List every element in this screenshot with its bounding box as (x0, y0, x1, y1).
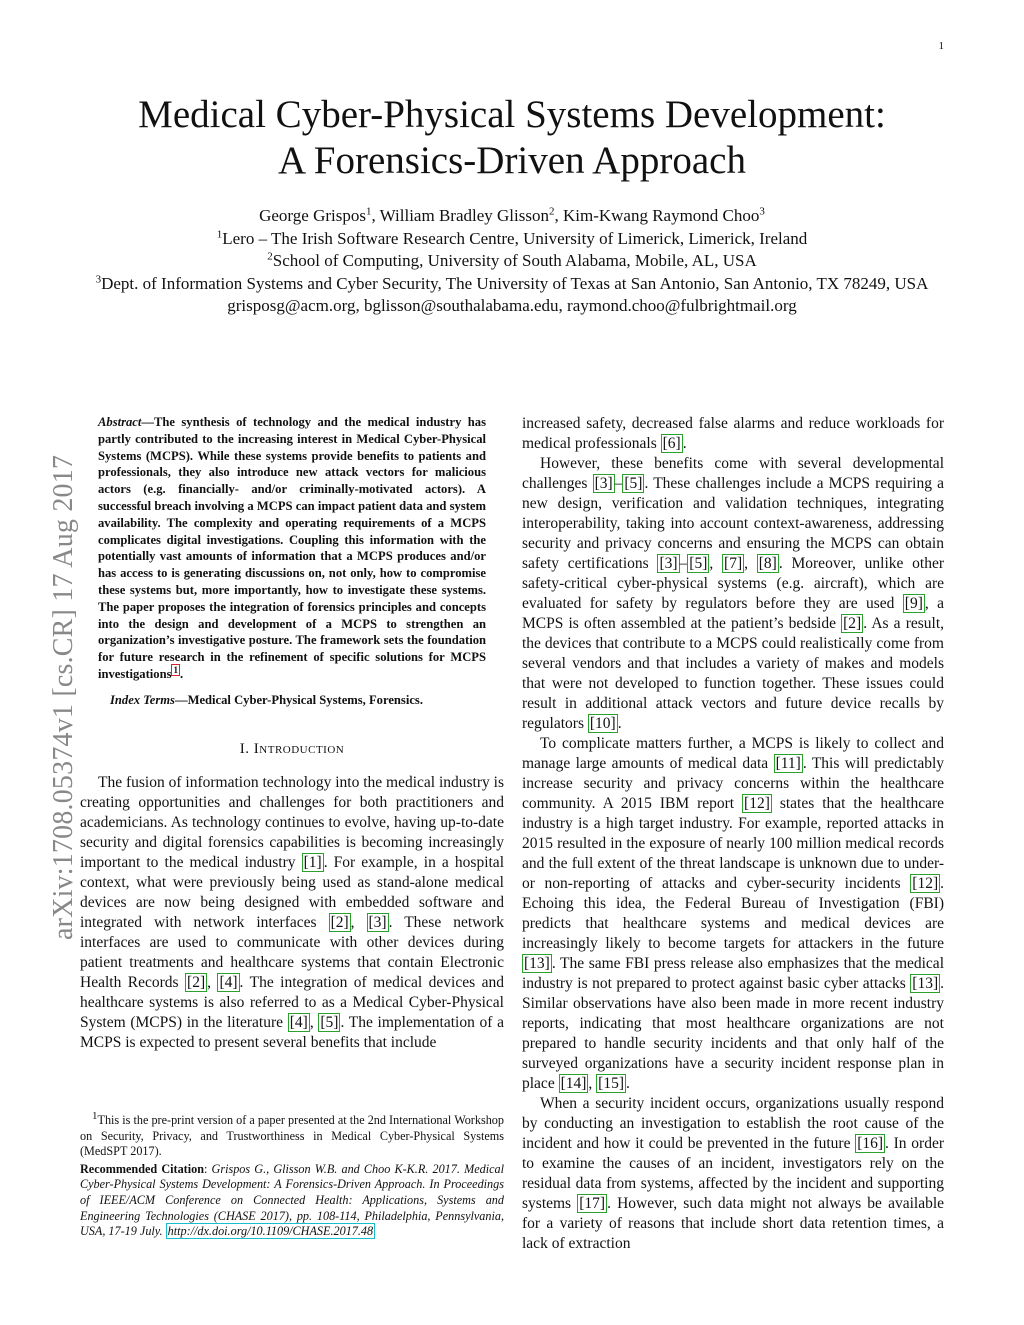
author-name: William Bradley Glisson (379, 206, 549, 225)
text-run: . (682, 435, 687, 452)
citation-link[interactable]: [2] (843, 615, 862, 632)
text-run: . For example, in a hospital context, what were previously being used as stand-alone medical devices are now being designed with embedded software and integrated with network interfaces (80, 853, 504, 931)
intro-paragraph (80, 773, 504, 1053)
footnote-1 (80, 1109, 504, 1160)
citation-link[interactable]: [13] (912, 975, 939, 992)
title-line-1: Medical Cyber-Physical Systems Development: (138, 93, 886, 136)
citation-link[interactable]: [9] (904, 595, 923, 612)
author-name: George Grispos (259, 206, 366, 225)
paragraph-3 (522, 734, 944, 1094)
citation-link[interactable]: [2] (187, 973, 206, 991)
text-run: , (744, 555, 757, 572)
abstract-label: Abstract (98, 415, 142, 429)
affiliation-text: Lero – The Irish Software Research Centre, University of Limerick, Limerick, Ireland (222, 228, 808, 248)
right-column (522, 414, 944, 1254)
left-column (80, 414, 504, 1053)
arxiv-identifier-text: arXiv:1708.05374v1 [cs.CR] 17 Aug 2017 (48, 454, 79, 940)
recommended-citation (80, 1162, 504, 1240)
paragraph-4 (522, 1094, 944, 1254)
text-run: . As a result, the devices that contribute to a MCPS could realistically come from several vendors and that includes a variety of makes and models that were not developed to function together. These issues could result in additional attack vectors and future device recalls by regulators (522, 615, 944, 732)
citation-link[interactable]: [3] (594, 475, 613, 492)
title-line-2: A Forensics-Driven Approach (278, 139, 746, 182)
page-number: 1 (938, 40, 944, 52)
text-run: However, these benefits come with several developmental challenges (522, 455, 944, 492)
text-run: – (614, 475, 623, 492)
affiliation-1 (80, 228, 944, 251)
text-run: . In order to examine the causes of an incident, investigators rely on the residual data from systems, affected by the incident and supporting systems (522, 1135, 944, 1212)
citation-link[interactable]: [1] (303, 853, 322, 871)
text-run: . These challenges include a MCPS requiring a new design, verification and validation techniques, integrating interoperability, taking into account context-awareness, addressing security and privacy concerns and ensuring the MCPS can obtain safety certifications (522, 475, 945, 572)
text-run: states that the healthcare industry is a high target industry. For example, reported attacks in 2015 resulted in the exposure of nearly 100 million medical records and the full extent of the threat landscape is unknown due to under- or non-reporting of attacks and cyber-security incidents (522, 795, 944, 892)
abstract-end: . (179, 666, 184, 681)
citation-link[interactable]: [2] (330, 913, 349, 931)
citation-link[interactable]: [4] (219, 973, 238, 991)
abstract-text: —The synthesis of technology and the medical industry has partly contributed to the increasing interest in Medical Cyber-Physical Systems (MCPS). While these systems provide benefits to patients and professionals, they also introduce new attack vectors for malicious actors (e.g. financially- and/or criminally-motivated actors). A successful breach involving a MCPS can impact patient data and system availability. The complexity and operating requirements of a MCPS complicates digital investigations. Coupling this information with the potentially vast amounts of information that a MCPS produces and/or has access to is generating discussions on, not only, how to compromise these systems but, more importantly, how to investigate these systems. The paper proposes the integration of forensics principles and concepts into the design and development of a MCPS to strengthen an organization’s investigative posture. The framework sets the foundation for future research in the refinement of specific solutions for MCPS investigations (98, 415, 486, 681)
citation-link[interactable]: [5] (689, 555, 708, 572)
authors-block (80, 205, 944, 318)
author-separator: , (371, 206, 380, 225)
citation-link[interactable]: [3] (659, 555, 678, 572)
footnotes (80, 1109, 504, 1240)
affiliation-sup: 2 (267, 250, 273, 263)
author-separator: , (554, 206, 563, 225)
citation-link[interactable]: [13] (524, 955, 550, 972)
abstract (98, 414, 486, 683)
author-emails: grisposg@acm.org, bglisson@southalabama.edu, raymond.choo@fulbrightmail.org (227, 296, 797, 315)
text-run: . The same FBI press release also emphasizes that the medical industry is not prepared to protect against basic cyber attacks (522, 955, 944, 992)
index-terms-text: —Medical Cyber-Physical Systems, Forensics. (174, 692, 423, 707)
text-run: . Echoing this idea, the Federal Bureau of Investigation (FBI) predicts that healthcare systems and medical devices are increasingly likely to become targets for attackers in the future (522, 875, 944, 952)
citation-link[interactable]: [16] (857, 1135, 884, 1152)
affiliation-sup: 3 (95, 272, 102, 285)
citation-link[interactable]: [5] (624, 475, 643, 492)
section-number: I. (239, 740, 254, 757)
recommended-citation-text: Grispos G., Glisson W.B. and Choo K-K.R. 2017. Medical Cyber-Physical Systems Development: A Forensics-Driven Approach. In Proceedings of IEEE/ACM Conference on Connected Health: Applications, Systems and Engineering Technologies (CHASE 2017), pp. 108-114, Philadelphia, Pennsylvania, USA, 17-19 July. (80, 1161, 504, 1239)
affiliation-sup: 1 (216, 227, 223, 240)
citation-link[interactable]: [3] (368, 913, 387, 931)
arxiv-identifier (18, 350, 78, 950)
affiliation-3 (80, 273, 944, 296)
citation-link[interactable]: [12] (912, 875, 939, 892)
section-title: Introduction (253, 740, 345, 757)
citation-link[interactable]: [12] (744, 795, 770, 812)
footnote-link[interactable]: 1 (173, 664, 178, 675)
affiliation-text: School of Computing, University of South Alabama, Mobile, AL, USA (272, 251, 757, 270)
citation-link[interactable]: [10] (589, 715, 616, 732)
citation-link[interactable]: [5] (320, 1013, 339, 1031)
paragraph-2 (522, 454, 944, 734)
recommended-citation-label: Recommended Citation (80, 1161, 204, 1176)
paper-title (80, 92, 944, 184)
footnote-sup: 1 (92, 1109, 98, 1122)
text-run: . The integration of medical devices and healthcare systems is also referred to as a Medical Cyber-Physical System (MCPS) in the literature (80, 973, 505, 1031)
index-terms-label: Index Terms (110, 692, 175, 707)
citation-link[interactable]: [8] (758, 555, 777, 572)
citation-link[interactable]: [14] (560, 1075, 587, 1092)
index-terms (98, 692, 486, 709)
citation-link[interactable]: [11] (775, 755, 801, 772)
text-run: . The implementation of a MCPS is expected to present several benefits that include (80, 1013, 505, 1051)
text-run: . Similar observations have also been made in more recent industry reports, indicating that most healthcare organizations are not prepared to handle security incidents and that only half of the surveyed organizations have a security incident response plan in place (522, 975, 944, 1092)
author-name: Kim-Kwang Raymond Choo (562, 206, 760, 225)
citation-link[interactable]: [17] (579, 1195, 606, 1212)
text-run: , a MCPS is often assembled at the patient’s bedside (522, 595, 944, 632)
text-run: The fusion of information technology into the medical industry is creating opportunities and challenges for both practitioners and academicians. As technology continues to evolve, having up-to-date security and digital forensics capabilities is becoming increasingly important to the medical industry (80, 773, 504, 871)
citation-link[interactable]: [15] (598, 1075, 624, 1092)
text-run: , (350, 913, 367, 931)
section-heading-introduction (80, 739, 504, 759)
author-sup: 2 (548, 205, 555, 218)
text-run: To complicate matters further, a MCPS is likely to collect and manage large amounts of medical data (522, 735, 944, 772)
text-run: When a security incident occurs, organizations usually respond by conducting an investigation to establish the root cause of the incident and how it could be prevented in the future (522, 1095, 944, 1152)
text-run: . However, such data might not always be available for a variety of reasons that include short data retention times, a lack of extraction (522, 1195, 945, 1252)
citation-link[interactable]: [6] (662, 435, 681, 452)
text-run: . (625, 1075, 630, 1092)
citation-link[interactable]: [7] (724, 555, 743, 572)
footnote-text: This is the pre-print version of a paper presented at the 2nd International Workshop on Security, Privacy, and Trustworthiness in Medical Cyber-Physical Systems (MedSPT 2017). (80, 1113, 504, 1159)
text-run: . (617, 715, 622, 732)
author-sup: 3 (759, 205, 765, 218)
text-run: , (588, 1075, 597, 1092)
text-run: . This will predictably increase security and privacy concerns within the healthcare community. A 2015 IBM report (522, 755, 944, 812)
text-run: , (709, 555, 723, 572)
text-run: increased safety, decreased false alarms and reduce workloads for medical professionals (522, 415, 944, 452)
text-run: , (207, 973, 218, 991)
affiliation-2 (80, 250, 944, 273)
author-list (80, 205, 944, 228)
text-run: – (679, 555, 688, 572)
paragraph-1 (522, 414, 944, 454)
doi-link[interactable]: http://dx.doi.org/10.1109/CHASE.2017.48 (167, 1224, 374, 1239)
citation-link[interactable]: [4] (289, 1013, 308, 1031)
recommended-citation-colon: : (203, 1161, 212, 1176)
affiliation-text: Dept. of Information Systems and Cyber Security, The University of Texas at San Antonio, San Antonio, TX 78249, USA (101, 273, 929, 293)
author-sup: 1 (365, 205, 372, 218)
text-run: , (309, 1013, 319, 1031)
text-run: . These network interfaces are used to communicate with other devices during patient treatments and healthcare systems that contain Electronic Health Records (80, 913, 504, 991)
text-run: . Moreover, unlike other safety-critical cyber-physical systems (e.g. aircraft), which are evaluated for safety by regulators before they are used (522, 555, 945, 612)
